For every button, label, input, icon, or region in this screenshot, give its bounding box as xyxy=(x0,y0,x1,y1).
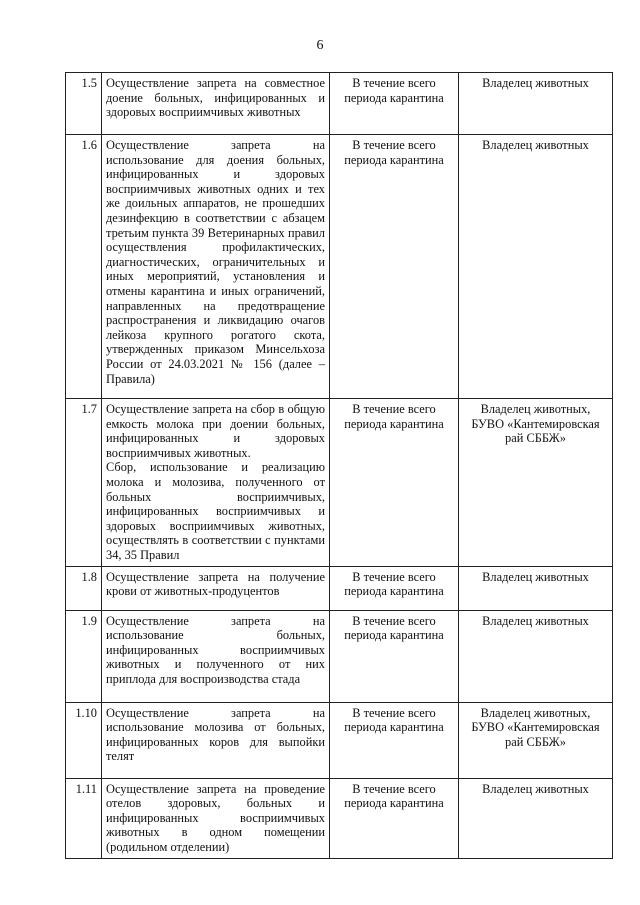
term-cell: В течение всего периода карантина xyxy=(330,73,459,135)
action-text: Осуществление запрета на использование больных, инфицированных восприимчивых животных и полученного от них приплода для воспроизводства стада xyxy=(106,613,325,686)
action-cell xyxy=(102,702,330,778)
term-cell: В течение всего периода карантина xyxy=(330,702,459,778)
term-cell: В течение всего периода карантина xyxy=(330,399,459,567)
table-row xyxy=(66,566,613,610)
action-text: Сбор, использование и реализацию молока и молозива, полученного от больных восприимчивых, инфицированных восприимчивых и здоровых восприимчивых животных, осуществлять в соответствии с пунктами 34, 35 Правил xyxy=(106,460,325,562)
table-row xyxy=(66,135,613,399)
term-cell: В течение всего периода карантина xyxy=(330,566,459,610)
term-cell: В течение всего периода карантина xyxy=(330,610,459,702)
row-number: 1.11 xyxy=(66,778,102,858)
table-row xyxy=(66,73,613,135)
action-cell xyxy=(102,73,330,135)
action-cell xyxy=(102,566,330,610)
responsible-cell: Владелец животных xyxy=(459,566,613,610)
action-text: Осуществление запрета на использование молозива от больных, инфицированных коров для выпойки телят xyxy=(106,705,325,764)
row-number: 1.6 xyxy=(66,135,102,399)
action-text: Осуществление запрета на совместное доение больных, инфицированных и здоровых восприимчивых животных xyxy=(106,76,325,120)
responsible-cell: Владелец животных xyxy=(459,73,613,135)
table-row xyxy=(66,778,613,858)
action-text: Осуществление запрета на сбор в общую емкость молока при доении больных, инфицированных и здоровых восприимчивых животных. xyxy=(106,402,325,460)
action-cell xyxy=(102,135,330,399)
action-cell xyxy=(102,399,330,567)
responsible-cell: Владелец животных xyxy=(459,610,613,702)
action-text: Осуществление запрета на проведение отелов здоровых, больных и инфицированных восприимчивых животных в одном помещении (родильном отделении) xyxy=(106,781,325,854)
table-row xyxy=(66,610,613,702)
row-number: 1.9 xyxy=(66,610,102,702)
table-row xyxy=(66,399,613,567)
action-cell xyxy=(102,778,330,858)
row-number: 1.8 xyxy=(66,566,102,610)
measures-table xyxy=(65,72,613,859)
row-number: 1.7 xyxy=(66,399,102,567)
row-number: 1.5 xyxy=(66,73,102,135)
term-cell: В течение всего периода карантина xyxy=(330,778,459,858)
page-number: 6 xyxy=(316,38,324,53)
action-cell xyxy=(102,610,330,702)
responsible-cell: Владелец животных, БУВО «Кантемировская рай СББЖ» xyxy=(459,399,613,567)
action-text: Осуществление запрета на получение крови от животных-продуцентов xyxy=(106,569,325,599)
row-number: 1.10 xyxy=(66,702,102,778)
responsible-cell: Владелец животных xyxy=(459,778,613,858)
responsible-cell: Владелец животных xyxy=(459,135,613,399)
responsible-cell: Владелец животных, БУВО «Кантемировская рай СББЖ» xyxy=(459,702,613,778)
table-row xyxy=(66,702,613,778)
term-cell: В течение всего периода карантина xyxy=(330,135,459,399)
action-text: Осуществление запрета на использование для доения больных, инфицированных и здоровых восприимчивых животных одних и тех же доильных аппаратов, не прошедших дезинфекцию в соответствии с абзацем третьим пункта 39 Ветеринарных правил осуществления профилактических, диагностических, ограничительных и иных мероприятий, установления и отмены карантина и иных ограничений, направленных на предотвращение распространения и ликвидацию очагов лейкоза крупного рогатого скота, утвержденных приказом Минсельхоза России от 24.03.2021 № 156 (далее – Правила) xyxy=(106,138,325,386)
